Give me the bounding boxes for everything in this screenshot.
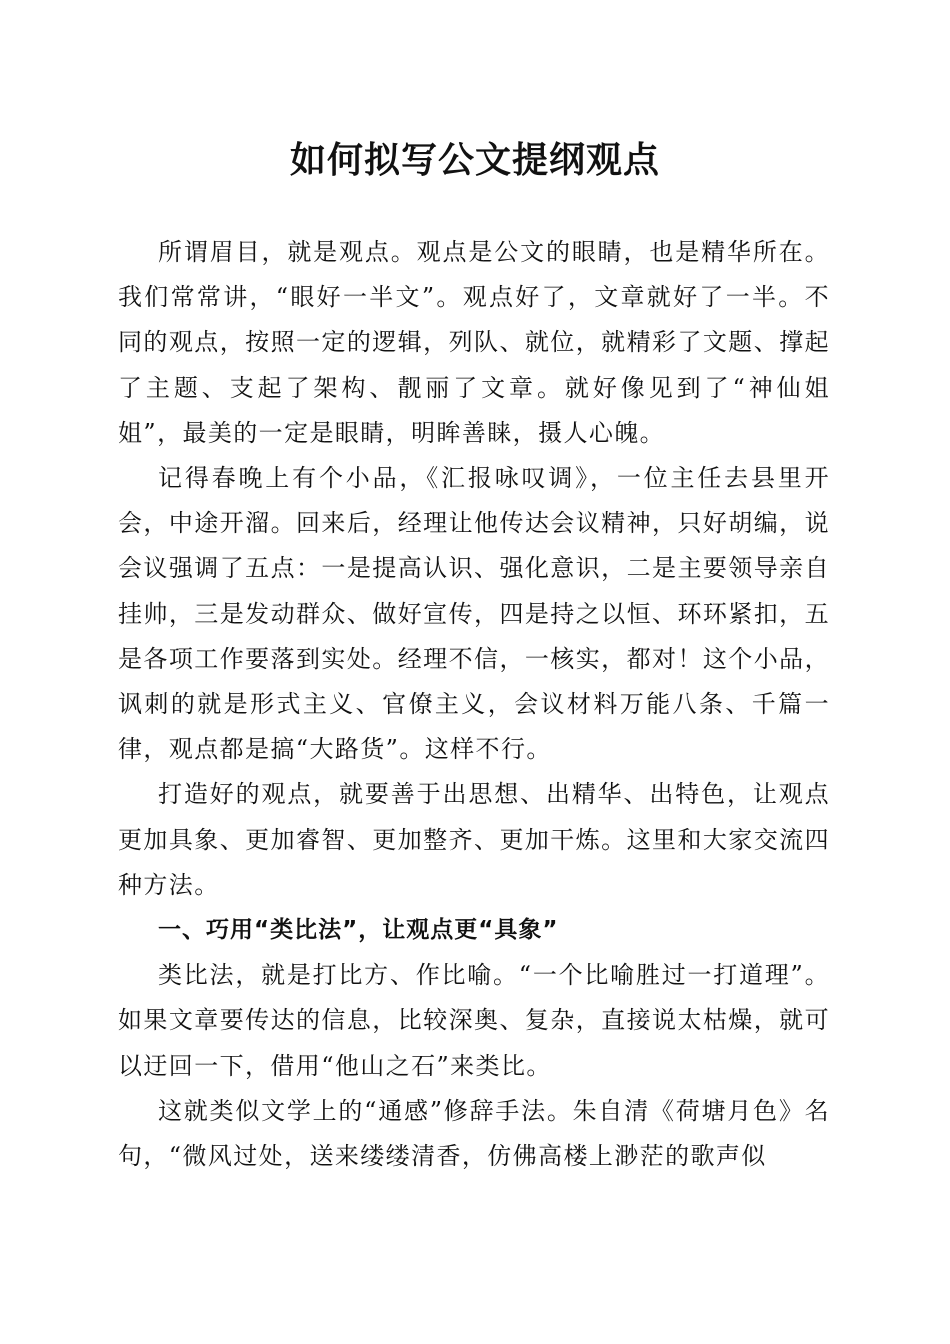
paragraph-intro: 所谓眉目，就是观点。观点是公文的眼睛，也是精华所在。我们常常讲，“眼好一半文”。观点好了，文章就好了一半。不同的观点，按照一定的逻辑，列队、就位，就精彩了文题、撑起了主题、支起了架构、靓丽了文章。就好像见到了“神仙姐姐”，最美的一定是眼睛，明眸善睐，摄人心魄。 (118, 238, 830, 447)
document-body (118, 230, 830, 1179)
section-heading-analogy: 一、巧用“类比法”，让观点更“具象” (158, 917, 559, 944)
paragraph-skit-story: 记得春晚上有个小品，《汇报咏叹调》，一位主任去县里开会，中途开溜。回来后，经理让他传达会议精神，只好胡编，说会议强调了五点：一是提高认识、强化意识，二是主要领导亲自挂帅，三是发动群众、做好宣传，四是持之以恒、环环紧扣，五是各项工作要落到实处。经理不信，一核实，都对！这个小品，讽刺的就是形式主义、官僚主义，会议材料万能八条、千篇一律，观点都是搞“大路货”。这样不行。 (118, 464, 830, 764)
document-title: 如何拟写公文提纲观点 (289, 139, 660, 181)
paragraph-analogy-definition: 类比法，就是打比方、作比喻。“一个比喻胜过一打道理”。如果文章要传达的信息，比较深奥、复杂，直接说太枯燥，就可以迂回一下，借用“他山之石”来类比。 (118, 961, 830, 1080)
paragraph-synesthesia: 这就类似文学上的“通感”修辞手法。朱自清《荷塘月色》名句，“微风过处，送来缕缕清香，仿佛高楼上渺茫的歌声似 (118, 1096, 830, 1171)
paragraph-four-methods: 打造好的观点，就要善于出思想、出精华、出特色，让观点更加具象、更加睿智、更加整齐、更加干炼。这里和大家交流四种方法。 (118, 780, 830, 899)
